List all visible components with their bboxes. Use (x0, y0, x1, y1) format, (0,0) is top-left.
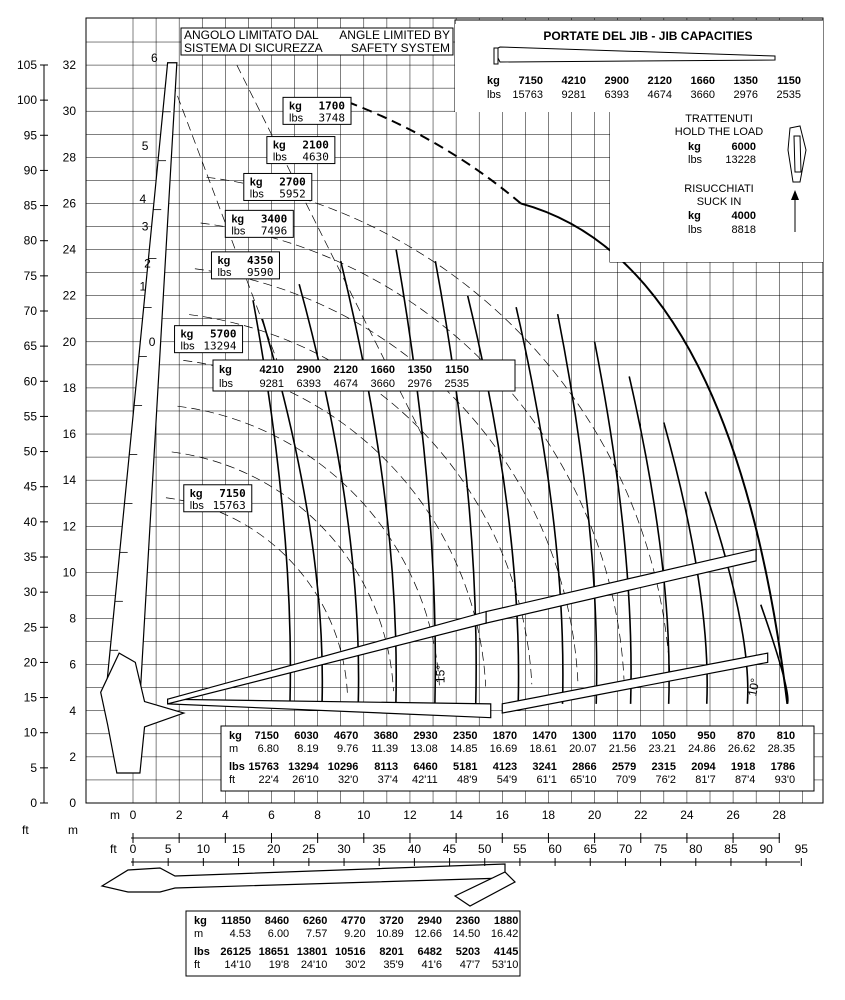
main-kg-label: kg (229, 730, 242, 742)
bottom-m-tick-label: 10 (357, 808, 371, 822)
bottom-ft-tick-label: 65 (583, 842, 597, 856)
bottom-m-tick-label: 8 (314, 808, 321, 822)
vertical-boom (105, 63, 177, 699)
left-ft-tick-label: 95 (23, 128, 37, 143)
tip-load-kg-label: kg (249, 176, 263, 189)
left-m-tick-label: 0 (69, 796, 76, 810)
mid-kg-cell: 4210 (259, 364, 284, 376)
main-ft-cell: 26'10 (292, 774, 319, 786)
tip-load-labels (175, 97, 351, 511)
reach-curve (516, 307, 563, 704)
main-kg-cell: 3680 (373, 730, 399, 742)
main-ft-cell: 48'9 (457, 774, 478, 786)
main-lbs-cell: 15763 (248, 761, 279, 773)
reach-curve (595, 342, 631, 704)
bottom-m-tick-label: 20 (587, 808, 602, 822)
main-m-cell: 18.61 (529, 743, 557, 755)
left-m-tick-label: 10 (62, 565, 76, 580)
main-lbs-cell: 10296 (327, 761, 359, 773)
bottom-kg-cell: 8460 (264, 915, 290, 927)
main-m-label: m (229, 743, 239, 755)
left-m-tick-label: 16 (62, 427, 76, 442)
boom-number-label: 1 (139, 279, 147, 294)
main-m-cell: 13.08 (410, 743, 438, 755)
main-kg-cell: 2930 (413, 730, 438, 742)
left-m-tick-label: 20 (62, 334, 76, 349)
tip-load-kg-value: 5700 (210, 327, 237, 341)
jib-lbs-label: lbs (487, 89, 502, 101)
bottom-m-unit: m (110, 808, 120, 822)
main-ft-cell: 42'11 (412, 774, 438, 786)
left-ft-tick-label: 35 (23, 549, 37, 564)
main-lbs-cell: 6460 (413, 761, 438, 773)
bottom-ft-tick-label: 50 (478, 842, 492, 856)
tip-load-lbs-label: lbs (289, 112, 304, 125)
left-m-tick-label: 12 (62, 519, 76, 534)
outer-envelope (521, 203, 788, 703)
bottom-m-cell: 4.53 (229, 928, 251, 940)
left-ft-tick-label: 40 (23, 514, 37, 529)
bottom-lbs-cell: 4145 (493, 946, 519, 958)
left-m-unit: m (68, 823, 78, 837)
left-m-tick-label: 24 (62, 242, 76, 257)
jib-capacities-title: PORTATE DEL JIB - JIB CAPACITIES (543, 29, 753, 43)
main-ft-cell: 87'4 (734, 774, 756, 786)
left-ft-tick-label: 100 (16, 93, 37, 108)
tip-load-lbs-label: lbs (180, 340, 195, 353)
bottom-m-tick-label: 12 (403, 808, 417, 822)
jib-15 (486, 549, 756, 623)
bottom-ft-tick-label: 5 (164, 842, 172, 856)
left-ft-tick-label: 20 (23, 655, 37, 670)
tip-load-kg-label: kg (289, 100, 302, 113)
angle-15-label: 15° (433, 664, 448, 684)
main-lbs-cell: 2094 (691, 761, 716, 773)
main-ft-cell: 76'2 (655, 774, 676, 786)
bottom-ft-cell: 47'7 (459, 959, 481, 971)
bottom-m-tick-label: 24 (680, 808, 694, 822)
bottom-ft-tick-label: 45 (442, 842, 457, 856)
bottom-ft-unit: ft (110, 842, 117, 856)
left-ft-unit: ft (22, 823, 29, 837)
radius-arc (195, 266, 578, 682)
jib-kg-cell: 7150 (518, 75, 543, 87)
bottom-ft-label: ft (194, 959, 201, 971)
main-lbs-cell: 5181 (453, 761, 478, 773)
bottom-ft-cell: 19'8 (268, 959, 290, 971)
bottom-ft-cell: 35'9 (383, 959, 404, 971)
main-m-cell: 11.39 (371, 743, 399, 755)
tip-load-kg-label: kg (272, 139, 286, 152)
main-m-cell: 23.21 (648, 743, 676, 755)
bottom-lbs-cell: 8201 (379, 946, 404, 958)
left-ft-tick-label: 30 (23, 585, 37, 600)
main-kg-cell: 870 (737, 730, 756, 742)
main-ft-cell: 54'9 (496, 774, 518, 786)
reach-curve (296, 284, 358, 704)
bottom-ft-tick-label: 25 (302, 842, 316, 856)
bottom-lbs-cell: 26125 (220, 946, 251, 958)
left-ft-tick-label: 25 (23, 620, 37, 635)
left-m-tick-label: 14 (62, 473, 76, 488)
main-kg-cell: 1870 (492, 730, 518, 742)
boom-number-label: 4 (139, 191, 147, 206)
boom-number-label: 6 (151, 51, 158, 66)
bottom-m-tick-label: 0 (129, 808, 137, 822)
bottom-ft-tick-label: 85 (724, 842, 738, 856)
suck-lbs-label: lbs (688, 224, 703, 236)
safety-left-line1: ANGOLO LIMITATO DAL (184, 28, 319, 42)
bottom-lbs-cell: 18651 (258, 946, 290, 958)
jib-kg-cell: 4210 (561, 75, 586, 87)
mid-kg-cell: 2120 (333, 364, 358, 376)
jib-lbs-cell: 3660 (690, 89, 715, 101)
left-ft-tick-label: 45 (23, 479, 37, 494)
mid-lbs-cell: 9281 (259, 378, 284, 390)
main-lbs-cell: 3241 (532, 761, 557, 773)
mid-kg-cell: 2900 (296, 364, 321, 376)
safety-right-line1: ANGLE LIMITED BY (339, 28, 450, 42)
left-ft-tick-label: 90 (23, 163, 37, 178)
reach-curve (435, 261, 476, 704)
bottom-m-cell: 10.89 (376, 928, 404, 940)
jib-lbs-cell: 15763 (512, 89, 543, 101)
left-ft-tick-label: 10 (23, 725, 37, 740)
tip-load-kg-label: kg (217, 254, 231, 267)
bottom-ft-cell: 53'10 (491, 959, 519, 971)
main-m-cell: 8.19 (297, 743, 319, 755)
tip-load-kg-value: 2700 (279, 175, 306, 189)
bottom-kg-cell: 6260 (302, 915, 328, 927)
left-m-tick-label: 26 (62, 196, 76, 211)
left-ft-tick-label: 0 (30, 796, 37, 810)
main-m-cell: 16.69 (489, 743, 518, 755)
bottom-kg-cell: 1880 (493, 915, 519, 927)
bottom-capacity-table (102, 864, 520, 976)
bottom-lbs-cell: 6482 (417, 946, 442, 958)
suck-kg-label: kg (688, 210, 701, 222)
main-ft-cell: 61'1 (536, 774, 557, 786)
bottom-m-tick-label: 28 (772, 808, 786, 822)
mid-lbs-cell: 2535 (444, 378, 469, 390)
crane-base (101, 653, 184, 773)
bottom-m-tick-label: 6 (268, 808, 275, 822)
boom-number-label: 3 (141, 219, 149, 234)
bottom-m-cell: 12.66 (414, 928, 442, 940)
hold-lbs-label: lbs (688, 154, 703, 166)
bottom-m-label: m (194, 928, 204, 940)
main-lbs-cell: 2315 (651, 761, 676, 773)
left-ft-tick-label: 5 (30, 760, 37, 775)
main-lbs-cell: 13294 (288, 761, 319, 773)
left-m-tick-label: 6 (69, 657, 76, 672)
main-m-cell: 28.35 (767, 743, 796, 755)
tip-load-kg-value: 7150 (219, 486, 246, 500)
tip-load-lbs-value: 7496 (260, 224, 288, 238)
tip-load-kg-label: kg (231, 213, 245, 226)
main-ft-cell: 22'4 (258, 774, 279, 786)
main-ft-cell: 37'4 (377, 774, 399, 786)
jib-kg-label: kg (487, 75, 500, 87)
main-lbs-cell: 4123 (492, 761, 518, 773)
jib-capacities-panel (455, 20, 823, 262)
inclined-boom-15 (168, 612, 487, 704)
main-m-cell: 9.76 (336, 743, 359, 755)
tip-load-kg-value: 2100 (302, 138, 329, 152)
main-m-cell: 20.07 (569, 743, 597, 755)
mid-kg-label: kg (219, 364, 232, 376)
mid-lbs-cell: 3660 (370, 378, 395, 390)
bottom-lbs-cell: 13801 (296, 946, 328, 958)
main-kg-cell: 7150 (254, 730, 279, 742)
jib-lbs-cell: 4674 (647, 89, 672, 101)
mid-lbs-label: lbs (219, 378, 234, 390)
hold-title-2: HOLD THE LOAD (674, 126, 764, 138)
main-kg-cell: 6030 (294, 730, 319, 742)
bottom-ft-cell: 30'2 (345, 959, 366, 971)
tip-load-kg-value: 3400 (260, 212, 288, 226)
tip-load-lbs-value: 13294 (203, 339, 237, 353)
tip-load-kg-label: kg (180, 328, 194, 341)
bottom-ft-tick-label: 35 (372, 842, 386, 856)
jib-lbs-cell: 9281 (561, 89, 586, 101)
tip-load-lbs-value: 3748 (318, 111, 346, 125)
bottom-ft-tick-label: 70 (618, 842, 633, 856)
bottom-m-tick-label: 14 (449, 808, 463, 822)
angle-10-label: 10° (745, 677, 763, 698)
suck-lbs-value: 8818 (731, 224, 756, 236)
safety-right-line2: SAFETY SYSTEM (350, 41, 450, 55)
main-ft-cell: 70'9 (615, 774, 637, 786)
tip-load-kg-value: 4350 (246, 253, 274, 267)
main-m-cell: 6.80 (257, 743, 279, 755)
main-kg-cell: 1300 (572, 730, 597, 742)
bottom-ft-tick-label: 80 (689, 842, 703, 856)
bottom-m-cell: 14.50 (452, 928, 481, 940)
tip-load-lbs-value: 4630 (302, 150, 329, 164)
jib-lbs-cell: 2535 (776, 89, 801, 101)
main-kg-cell: 1470 (532, 730, 557, 742)
boom-number-label: 0 (148, 334, 156, 349)
bottom-m-tick-label: 18 (541, 808, 556, 822)
main-lbs-label: lbs (229, 761, 245, 773)
reach-curve (341, 261, 396, 704)
left-m-tick-label: 2 (69, 749, 76, 764)
main-kg-cell: 950 (697, 730, 716, 742)
left-ft-tick-label: 70 (23, 303, 37, 318)
bottom-m-tick-label: 16 (495, 808, 509, 822)
bottom-ft-tick-label: 60 (548, 842, 562, 856)
left-m-tick-label: 8 (69, 611, 76, 626)
main-kg-cell: 1170 (612, 730, 637, 742)
left-ft-tick-label: 80 (23, 233, 37, 248)
bottom-ft-tick-label: 55 (513, 842, 527, 856)
jib-kg-cell: 1350 (733, 75, 758, 87)
left-ft-tick-label: 105 (16, 57, 37, 72)
tip-load-lbs-label: lbs (231, 225, 246, 238)
bottom-ft-tick-label: 20 (267, 842, 281, 856)
main-kg-cell: 810 (776, 730, 796, 742)
tip-load-lbs-label: lbs (249, 188, 264, 201)
mid-capacity-table (213, 360, 515, 391)
left-ft-tick-label: 15 (23, 690, 37, 705)
bottom-m-tick-label: 2 (175, 808, 183, 822)
bottom-kg-cell: 3720 (379, 915, 404, 927)
boom-number-label: 2 (144, 256, 151, 271)
safety-box (181, 28, 453, 55)
suck-title-1: RISUCCHIATI (684, 183, 754, 195)
main-kg-cell: 1050 (651, 730, 676, 742)
tip-load-lbs-label: lbs (189, 499, 204, 512)
main-capacity-table (221, 726, 814, 791)
bottom-m-cell: 7.57 (305, 928, 328, 940)
tip-load-lbs-value: 9590 (246, 265, 274, 279)
radius-arc (183, 360, 485, 686)
main-m-cell: 26.62 (727, 743, 756, 755)
reach-curve (629, 376, 669, 703)
bottom-lbs-label: lbs (194, 946, 210, 958)
outer-envelope-dashed (348, 102, 521, 203)
mid-table-box (213, 360, 515, 391)
main-kg-cell: 2350 (453, 730, 478, 742)
bottom-ft-tick-label: 75 (653, 842, 668, 856)
jib-10 (502, 653, 767, 713)
left-ft-tick-label: 75 (23, 268, 37, 283)
main-ft-cell: 93'0 (774, 774, 796, 786)
main-lbs-cell: 1786 (770, 761, 796, 773)
bottom-lbs-cell: 10516 (335, 946, 366, 958)
bottom-kg-cell: 4770 (341, 915, 366, 927)
hold-lbs-value: 13228 (725, 154, 756, 166)
bottom-m-tick-label: 26 (726, 808, 740, 822)
bottom-ft-tick-label: 0 (129, 842, 137, 856)
hold-kg-value: 6000 (731, 141, 756, 153)
mid-lbs-cell: 4674 (333, 378, 358, 390)
boom-number-label: 5 (141, 138, 149, 153)
left-m-tick-label: 4 (69, 703, 76, 718)
bottom-ft-cell: 24'10 (300, 959, 328, 971)
left-m-tick-label: 30 (62, 104, 76, 119)
left-m-tick-label: 28 (62, 150, 76, 165)
tip-load-kg-label: kg (189, 487, 203, 500)
reach-curve (558, 314, 597, 704)
bottom-ft-tick-label: 15 (231, 842, 246, 856)
main-ft-cell: 32'0 (337, 774, 359, 786)
bottom-ft-tick-label: 10 (196, 842, 211, 856)
horizontal-boom (168, 699, 491, 717)
main-lbs-cell: 8113 (374, 761, 399, 773)
left-ft-tick-label: 60 (23, 374, 37, 389)
jib-kg-cell: 2900 (604, 75, 629, 87)
main-kg-cell: 4670 (333, 730, 359, 742)
bottom-m-tick-label: 4 (221, 808, 229, 822)
mid-kg-cell: 1350 (407, 364, 432, 376)
bottom-kg-cell: 2940 (417, 915, 442, 927)
left-m-tick-label: 22 (62, 288, 76, 303)
bottom-kg-cell: 2360 (455, 915, 481, 927)
tip-load-lbs-value: 15763 (212, 498, 246, 512)
main-m-cell: 24.86 (688, 743, 716, 755)
bottom-ft-tick-label: 40 (407, 842, 422, 856)
hold-title-1: TRATTENUTI (685, 113, 753, 125)
main-lbs-cell: 2866 (572, 761, 597, 773)
left-m-tick-label: 32 (62, 58, 76, 73)
suck-kg-value: 4000 (731, 210, 756, 222)
bottom-m-tick-label: 22 (634, 808, 648, 822)
bottom-ft-cell: 14'10 (224, 959, 251, 971)
main-lbs-cell: 1918 (730, 761, 756, 773)
bottom-ft-tick-label: 95 (794, 842, 808, 856)
bottom-lbs-cell: 5203 (455, 946, 481, 958)
mid-kg-cell: 1660 (370, 364, 395, 376)
tip-load-lbs-label: lbs (272, 151, 287, 164)
bottom-ft-tick-label: 90 (759, 842, 773, 856)
tip-load-lbs-value: 5952 (279, 187, 306, 201)
main-ft-label: ft (229, 774, 236, 786)
bottom-kg-cell: 11850 (221, 915, 251, 927)
left-ft-tick-label: 85 (23, 198, 37, 213)
main-ft-cell: 81'7 (695, 774, 716, 786)
jib-lbs-cell: 6393 (604, 89, 629, 101)
bottom-m-cell: 6.00 (267, 928, 290, 940)
jib-kg-cell: 2120 (647, 75, 672, 87)
left-ft-tick-label: 65 (23, 339, 37, 354)
tip-load-lbs-label: lbs (217, 266, 232, 279)
bottom-ft-cell: 41'6 (421, 959, 442, 971)
main-m-cell: 21.56 (608, 743, 637, 755)
bottom-m-cell: 16.42 (490, 928, 519, 940)
main-lbs-cell: 2579 (611, 761, 637, 773)
mid-lbs-cell: 2976 (407, 378, 432, 390)
bottom-ft-tick-label: 30 (337, 842, 351, 856)
tip-load-kg-value: 1700 (318, 99, 346, 113)
left-ft-tick-label: 50 (23, 444, 37, 459)
safety-left-line2: SISTEMA DI SICUREZZA (184, 41, 323, 55)
jib-lbs-cell: 2976 (733, 89, 758, 101)
radius-arc (178, 406, 440, 689)
bottom-crane-drawing (102, 864, 505, 892)
suck-title-2: SUCK IN (696, 196, 742, 208)
mid-kg-cell: 1150 (445, 364, 469, 376)
mid-lbs-cell: 6393 (296, 378, 321, 390)
main-m-cell: 14.85 (449, 743, 478, 755)
left-ft-tick-label: 55 (23, 409, 37, 424)
main-ft-cell: 65'10 (570, 774, 597, 786)
jib-kg-cell: 1150 (777, 75, 801, 87)
left-m-tick-label: 18 (62, 380, 76, 395)
hold-kg-label: kg (688, 141, 701, 153)
jib-kg-cell: 1660 (690, 75, 715, 87)
bottom-m-cell: 9.20 (344, 928, 366, 940)
bottom-kg-label: kg (194, 915, 207, 927)
